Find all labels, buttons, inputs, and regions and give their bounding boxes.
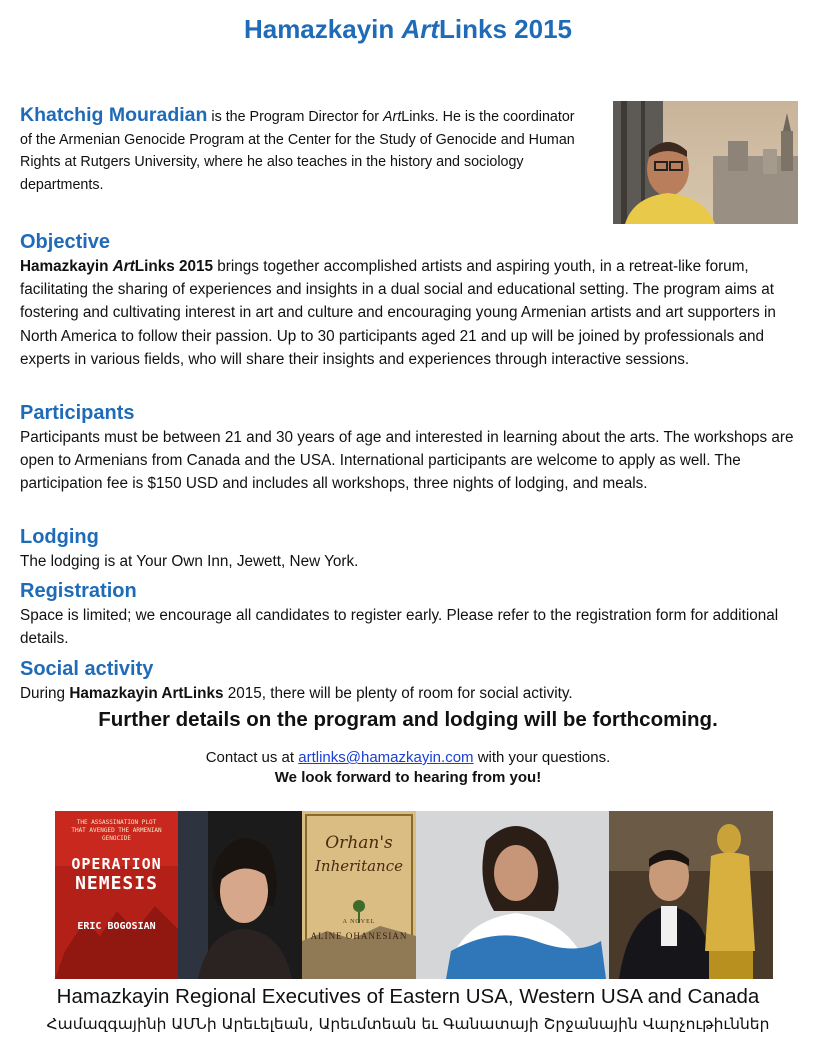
book1-author: ERIC BOGOSIAN bbox=[77, 921, 156, 932]
participants-heading: Participants bbox=[20, 402, 135, 424]
page-title: Hamazkayin ArtLinks 2015 bbox=[243, 14, 573, 44]
book2-subtitle: A NOVEL bbox=[342, 919, 376, 925]
photo-author-blue-shawl bbox=[416, 811, 609, 979]
director-photo bbox=[613, 101, 798, 224]
email-link[interactable]: artlinks@hamazkayin.com bbox=[298, 749, 474, 766]
book-cover-operation-nemesis bbox=[55, 811, 178, 979]
registration-heading: Registration bbox=[20, 580, 137, 602]
objective-heading: Objective bbox=[20, 231, 111, 253]
book1-title-1: OPERATION bbox=[71, 855, 162, 873]
lodging-text: The lodging is at Your Own Inn, Jewett, New York. bbox=[20, 553, 359, 570]
lodging-section bbox=[20, 524, 800, 573]
book2-title-2: Inheritance bbox=[314, 857, 403, 875]
book-cover-orhans-inheritance bbox=[302, 811, 416, 979]
book2-author: ALINE OHANESIAN bbox=[310, 931, 408, 941]
social-heading: Social activity bbox=[20, 658, 154, 680]
forthcoming-note: Further details on the program and lodging will be forthcoming. bbox=[98, 708, 718, 731]
lodging-heading: Lodging bbox=[20, 526, 99, 548]
participants-section bbox=[20, 400, 800, 496]
book1-title-2: NEMESIS bbox=[75, 873, 158, 894]
book2-title-1: Orhan's bbox=[325, 833, 393, 853]
registration-section bbox=[20, 578, 800, 650]
registration-text: Space is limited; we encourage all candidates to register early. Please refer to the registration form for additional details. bbox=[20, 607, 779, 648]
look-forward-text: We look forward to hearing from you! bbox=[274, 769, 542, 786]
photo-strip bbox=[55, 811, 773, 979]
participants-text: Participants must be between 21 and 30 years of age and interested in learning about the arts. The workshops are open to Armenians from Canada and the USA. International participants are welcome to apply as well. The participation fee is $150 USD and includes all workshops, three nights of lodging, and meals. bbox=[20, 429, 794, 493]
footer-english: Hamazkayin Regional Executives of Eastern USA, Western USA and Canada bbox=[56, 985, 760, 1008]
objective-text: Hamazkayin ArtLinks 2015 brings together accomplished artists and aspiring youth, in a retreat-like forum, facilitating the sharing of experiences and insights in a dual social and educational setting. The program aims at fostering and cultivating interest in art and culture and encouraging young Armenian artists and art supporters in North America to follow their passion. Up to 30 participants aged 21 and up will be joined by professionals and experts in various fields, who will share their insights and experiences through interactive sessions. bbox=[20, 258, 776, 368]
footer-armenian: Համազգայինի ԱՄՆի Արեւելեան, Արեւմտեան եւ Գանատայի Շրջանային Վարչութիւններ bbox=[46, 1015, 770, 1033]
book1-tagline: THE ASSASSINATION PLOT THAT AVENGED THE ARMENIAN GENOCIDE bbox=[71, 819, 162, 842]
social-text: During Hamazkayin ArtLinks 2015, there will be plenty of room for social activity. bbox=[20, 685, 573, 702]
photo-man-with-oscar bbox=[609, 811, 773, 979]
director-name: Khatchig Mouradian bbox=[20, 104, 208, 126]
contact-line: Contact us at artlinks@hamazkayin.com with your questions. bbox=[205, 749, 611, 766]
objective-section bbox=[20, 229, 800, 371]
director-bio: Khatchig Mouradian is the Program Director for ArtLinks. He is the coordinator of the Armenian Genocide Program at the Center for the Study of Genocide and Human Rights at Rutgers University, where he also teaches in the history and sociology departments. bbox=[20, 104, 575, 193]
photo-woman-speaker bbox=[178, 811, 302, 979]
social-section bbox=[20, 656, 800, 705]
